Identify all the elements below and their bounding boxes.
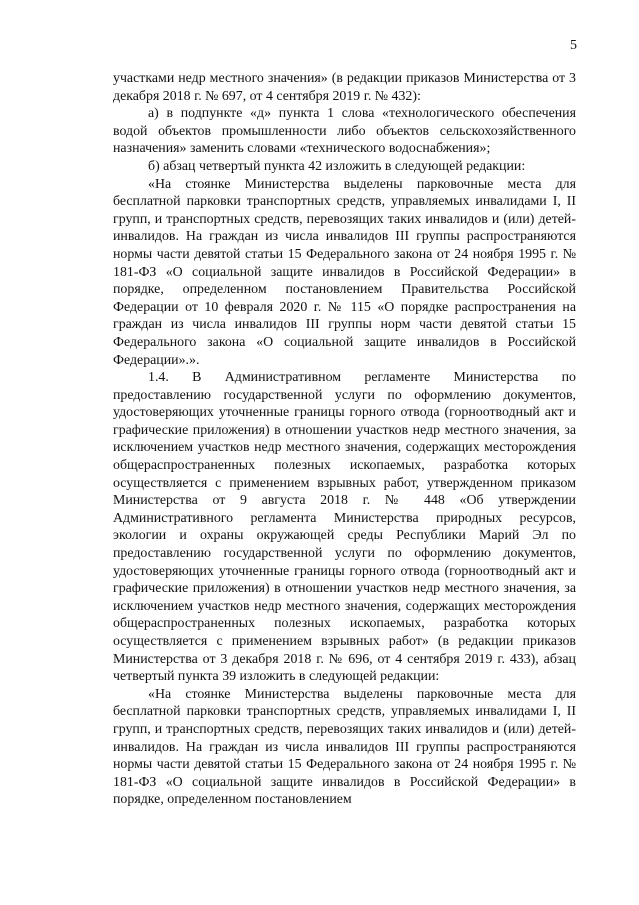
- paragraph-item-a: а) в подпункте «д» пункта 1 слова «технологического обеспечения водой объектов промышленности либо объектов сельскохозяйственного назначения» заменить словами «технического водоснабжения»;: [113, 106, 576, 157]
- paragraph-continuation: участками недр местного значения» (в редакции приказов Министерства от 3 декабря 2018 г. № 697, от 4 сентября 2019 г. № 432):: [113, 71, 576, 104]
- paragraph-section-1-4: 1.4. В Административном регламенте Министерства по предоставлению государственной услуги по оформлению документов, удостоверяющих уточненные границы горного отвода (горноотводный акт и графические приложения) в отношении участков недр местного значения, за исключением участков недр местного значения, содержащих месторождения общераспространенных полезных ископаемых, разработка которых осуществляется с применением взрывных работ, утвержденном приказом Министерства от 9 августа 2018 г. № 448 «Об утверждении Административного регламента Министерства природных ресурсов, экологии и охраны окружающей среды Республики Марий Эл по предоставлению государственной услуги по оформлению документов, удостоверяющих уточненные границы горного отвода (горноотводный акт и графические приложения) в отношении участков недр местного значения, за исключением участков недр местного значения, содержащих месторождения общераспространенных полезных ископаемых, разработка которых осуществляется с применением взрывных работ» (в редакции приказов Министерства от 3 декабря 2018 г. № 696, от 4 сентября 2019 г. 433), абзац четвертый пункта 39 изложить в следующей редакции:: [113, 370, 576, 685]
- paragraph-item-b: б) абзац четвертый пункта 42 изложить в следующей редакции:: [148, 158, 526, 174]
- page-number: 5: [570, 38, 577, 53]
- paragraph-quote-parking: «На стоянке Министерства выделены парковочные места для бесплатной парковки транспортных средств, управляемых инвалидами I, II групп, и транспортных средств, перевозящих таких инвалидов и (или) детей-инвалидов. На граждан из числа инвалидов III группы распространяются нормы части девятой статьи 15 Федерального закона от 24 ноября 1995 г. № 181-ФЗ «О социальной защите инвалидов в Российской Федерации» в порядке, определенном постановлением Правительства Российской Федерации от 10 февраля 2020 г. № 115 «О порядке распространения на граждан из числа инвалидов III группы норм части девятой статьи 15 Федерального закона «О социальной защите инвалидов в Российской Федерации».».: [113, 176, 576, 368]
- document-body: [113, 70, 576, 809]
- paragraph-quote-parking-2: «На стоянке Министерства выделены парковочные места для бесплатной парковки транспортных средств, управляемых инвалидами I, II групп, и транспортных средств, перевозящих таких инвалидов и (или) детей-инвалидов. На граждан из числа инвалидов III группы распространяются нормы части девятой статьи 15 Федерального закона от 24 ноября 1995 г. № 181-ФЗ «О социальной защите инвалидов в Российской Федерации» в порядке, определенном постановлением: [113, 686, 576, 808]
